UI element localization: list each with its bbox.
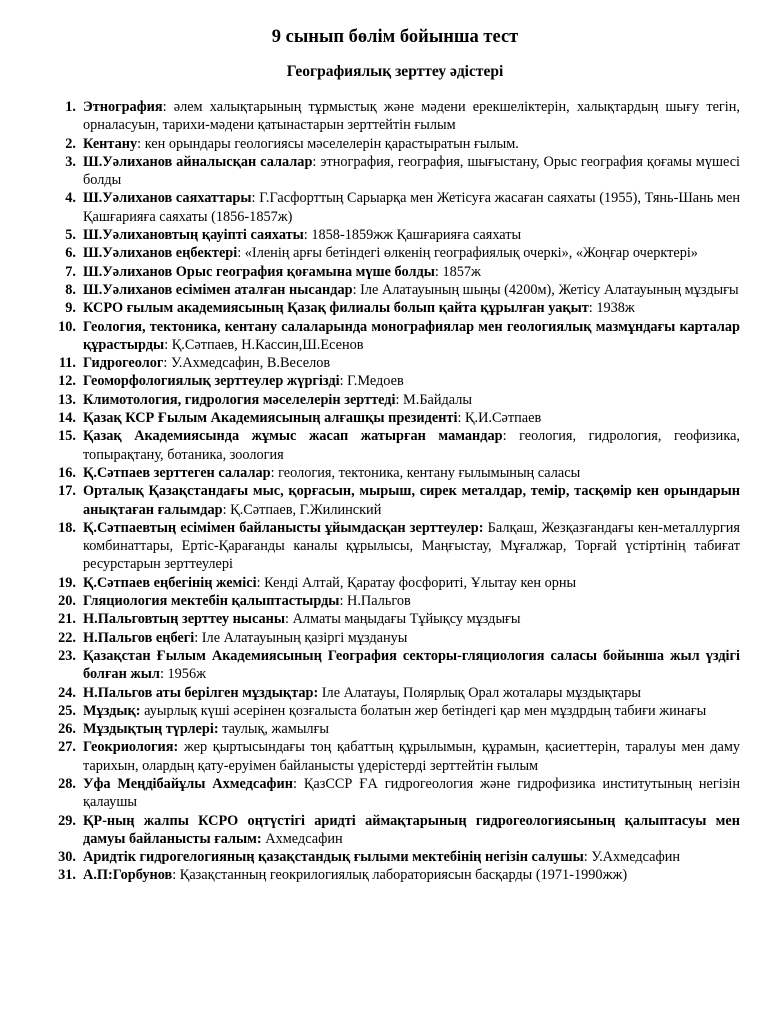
item-definition: таулық, жамылғы [222,721,330,738]
item-separator: : [292,775,304,792]
item-term: Ш.Уәлиханов Орыс география қоғамына мүше болды [83,263,435,280]
item-separator: : [256,574,265,591]
item-term: Этнография [83,99,163,115]
item-number: 6. [65,245,76,262]
item-definition: ҚазССР ҒА гидрогеология және гидрофизика институтының негізін қалаушы [83,775,741,811]
item-definition: Іле Алатауының шыңы (4200м), Жетісу Алатауының мұздығы [360,281,739,298]
item-term: Гляциология мектебін қалыптастырды [83,593,340,610]
item-number: 12. [58,373,76,390]
item-definition: жер қыртысындағы тоң қабаттың құрылымын, құрамын, қасиеттерін, таралуы мен даму тарихын, олардың қату-еруімен байланысты үдерістерді зерттейтін ғылым [83,739,741,774]
item-definition: ауырлық күші әсерінен қозғалыста болатын жер бетіндегі қар мен мұздрдың табиғи жинағы [144,702,707,719]
item-separator: : [434,263,443,280]
list-item [50,629,740,647]
item-definition: Іле Алатауының қазіргі мұздануы [201,629,408,646]
item-term: Н.Пальгов еңбегі [83,629,195,646]
item-term: Ш.Уәлиханов айналысқан салалар [83,153,313,170]
item-definition: Қ.Сәтпаев, Н.Кассин,Ш.Есенов [171,336,364,353]
list-item [50,189,740,226]
item-separator: : [303,227,312,244]
item-term: Аридтік гидрогелогияның қазақстандық ғылыми мектебінің негізін салушы [83,849,584,866]
item-definition: У.Ахмедсафин, В.Веселов [170,355,331,372]
list-item [50,391,740,409]
item-number: 18. [58,519,76,536]
item-separator: : [395,391,404,408]
list-item [50,464,740,482]
item-number: 24. [58,684,76,701]
item-term: Қ.Сәтпаев еңбегінің жемісі [83,574,257,591]
item-definition: У.Ахмедсафин [591,849,681,866]
item-definition: Г.Медоев [347,373,404,390]
item-term: Геокриология: [83,739,179,756]
list-item [50,702,740,720]
item-definition: 1938ж [596,300,635,317]
page-title: 9 сынып бөлім бойынша тест [271,27,519,47]
item-number: 4. [65,190,76,207]
list-item [50,574,740,592]
item-definition: әлем халықтарының тұрмыстық және мәдени ерекшеліктерін, халықтардың шығу тегін, орналасуын, тарихи-мәдени қатынастарын зерттейтін ғылым [83,99,740,134]
item-separator: : [162,99,174,115]
item-definition: геология, тектоника, кентану ғылымының саласы [278,464,581,481]
list-item [50,647,740,684]
item-number: 5. [65,227,76,244]
item-definition: М.Байдалы [403,391,473,408]
list-item [50,738,740,775]
item-definition: 1858-1859жж Қашғарияға саяхаты [311,227,522,244]
item-separator: : [352,281,361,298]
list-item [50,226,740,244]
item-term: ҚР-ның жалпы КСРО оңтүстігі аридті аймақтарының гидрогеологиясының қалыптасуы мен дамуы байланысты ғалым: [83,812,740,847]
item-term: Геология, тектоника, кентану салаларында монографиялар мен геологиялық мазмұндағы карталар құрастырды [83,318,740,353]
item-term: Ш.Уәлиханов есімімен аталған нысандар [83,281,353,298]
list-item [50,592,740,610]
item-number: 17. [58,483,76,500]
item-term: Уфа Меңдібайұлы Ахмедсафин [83,775,293,792]
item-separator: : [502,428,520,445]
item-number: 7. [65,263,76,280]
item-number: 29. [58,812,76,829]
list-item [50,720,740,738]
list-item [50,427,740,464]
item-term: Геоморфологиялық зерттеулер жүргізді [83,373,340,390]
item-separator: : [194,629,202,646]
item-separator: : [172,867,180,884]
item-separator: : [339,373,348,390]
item-number: 9. [65,300,76,317]
list-item [50,812,740,849]
item-definition: этнография, география, шығыстану, Орыс география қоғамы мүшесі болды [83,153,741,189]
item-term: Ш.Уәлиханов еңбектері [83,245,238,262]
item-separator: : [339,593,348,610]
item-number: 22. [58,629,76,646]
item-definition: Н.Пальгов [347,593,411,610]
item-definition: кен орындары геологиясы мәселелерін қарастыратын ғылым. [144,135,519,152]
list-item [50,519,740,574]
list-item [50,775,740,812]
item-number: 25. [58,702,76,719]
item-number: 1. [65,99,76,115]
item-definition: геология, гидрология, геофизика, топырақтану, ботаника, зоология [83,428,740,463]
item-term: Ш.Уәлиханов саяхаттары [83,190,252,207]
item-separator: : [222,501,231,518]
item-definition: 1857ж [442,263,481,280]
item-number: 20. [58,593,76,610]
item-separator: : [137,135,145,152]
question-list [50,98,740,885]
item-definition: Ахмедсафин [265,830,343,847]
item-term: Қазақ КСР Ғылым Академиясының алғашқы президенті [83,410,458,427]
item-term: Н.Пальгов аты берілген мұздықтар: [83,684,319,701]
item-term: Орталық Қазақстандағы мыс, қорғасын, мырыш, сирек металдар, темір, тасқөмір кен орындарын анықтаған ғалымдар [83,483,740,518]
item-number: 31. [58,867,76,884]
item-number: 13. [58,391,76,408]
item-separator: : [285,611,293,628]
item-term: Ш.Уәлихановтың қауіпті саяхаты [83,227,304,244]
item-term: КСРО ғылым академиясының Қазақ филиалы болып қайта құрылған уақыт [83,300,589,317]
item-separator: : [583,849,592,866]
list-item [50,372,740,390]
item-term: Қазақ Академиясында жұмыс жасап жатырған мамандар [83,428,503,445]
list-item [50,610,740,628]
item-definition: Кенді Алтай, Қаратау фосфориті, Ұлытау кен орны [264,574,577,591]
list-item [50,263,740,281]
item-separator: : [457,410,465,427]
item-number: 27. [58,739,76,756]
list-item [50,299,740,317]
item-definition: Қ.Сәтпаев, Г.Жилинский [230,501,382,518]
item-separator: : [237,245,245,262]
item-term: Қазақстан Ғылым Академиясының География секторы-гляциология саласы бойынша жыл үздігі болған жыл [83,647,740,683]
item-number: 28. [58,775,76,792]
item-separator: : [159,666,168,683]
item-term: А.П:Горбунов [83,867,173,884]
item-separator: : [163,355,171,372]
item-term: Гидрогеолог [83,355,164,372]
item-number: 10. [58,318,76,335]
item-number: 15. [58,428,76,445]
item-term: Қ.Сәтпаевтың есімімен байланысты ұйымдасқан зерттеулер: [83,519,484,536]
list-item [50,244,740,262]
list-item [50,354,740,372]
item-term: Кентану [83,135,138,152]
page-subtitle: Географиялық зерттеу әдістері [286,63,504,80]
item-term: Мұздық: [83,702,141,719]
item-separator: : [251,190,260,207]
item-number: 26. [58,721,76,738]
item-separator: : [164,336,172,353]
item-definition: Қазақстанның геокрилогиялық лабораториясын басқарды (1971-1990жж) [179,867,628,884]
list-item [50,135,740,153]
item-definition: Балқаш, Жезқазғандағы кен-металлургия комбинаттары, Ертіс-Қарағанды каналы құрылысы, Маңғыстау, Мұғалжар, Торғай үстіртінің табиғат ресурстарын зерттеулері [83,519,740,573]
item-definition: Алматы маңыдағы Тұйықсу мұздығы [292,611,521,628]
list-item [50,409,740,427]
item-number: 8. [65,281,76,298]
item-number: 14. [58,410,76,427]
item-term: Қ.Сәтпаев зерттеген салалар [83,464,271,481]
list-item [50,98,740,135]
list-item [50,866,740,884]
item-number: 16. [58,464,76,481]
item-term: Н.Пальговтың зерттеу нысаны [83,611,286,628]
item-definition: «Іленің арғы бетіндегі өлкенің географиялық очеркі», «Жоңғар очерктері» [244,245,698,262]
item-number: 19. [58,574,76,591]
list-item [50,848,740,866]
item-separator: : [588,300,597,317]
list-item [50,318,740,355]
item-definition: Қ.И.Сәтпаев [464,410,542,427]
item-term: Мұздықтың түрлері: [83,721,219,738]
item-definition: Іле Алатауы, Полярлық Орал жоталары мұздықтары [321,684,641,701]
item-separator: : [270,464,279,481]
list-item [50,482,740,519]
list-item [50,281,740,299]
item-number: 3. [65,153,76,170]
item-number: 21. [58,611,76,628]
item-number: 23. [58,647,76,664]
item-definition: 1956ж [167,666,206,683]
item-number: 30. [58,849,76,866]
item-number: 2. [65,135,76,152]
item-separator: : [312,153,321,170]
item-number: 11. [58,355,76,372]
item-definition: Г.Гасфорттың Сарыарқа мен Жетісуға жасаған саяхаты (1955), Тянь-Шань мен Қашғарияға саяхаты (1856-1857ж) [83,190,741,225]
list-item [50,153,740,190]
list-item [50,684,740,702]
item-term: Климотология, гидрология мәселелерін зерттеді [83,391,396,408]
